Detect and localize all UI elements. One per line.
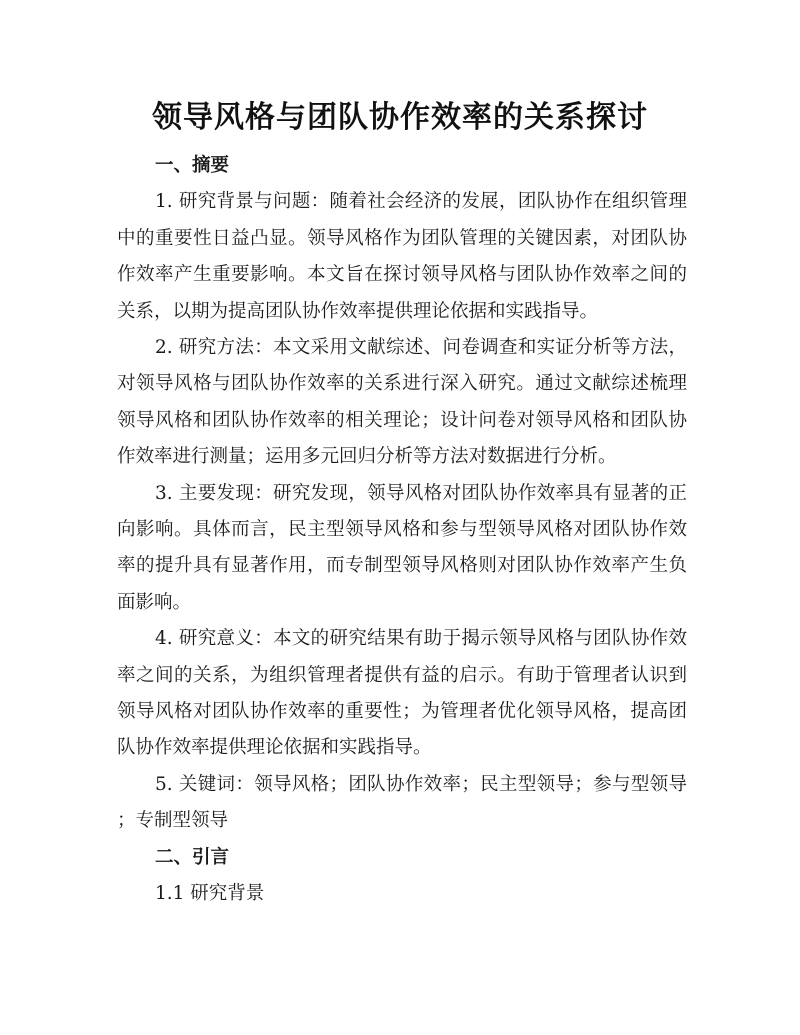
subsection-heading-background: 1.1 研究背景: [155, 883, 265, 905]
section-heading-introduction: 二、引言: [155, 846, 230, 868]
abstract-paragraph-4: 4. 研究意义：本文的研究结果有助于揭示领导风格与团队协作效率之间的关系，为组织管理者提供有益的启示。有助于管理者认识到领导风格对团队协作效率的重要性；为管理者优化领导风格，提高团队协作效率提供理论依据和实践指导。: [117, 628, 687, 759]
abstract-paragraph-2: 2. 研究方法：本文采用文献综述、问卷调查和实证分析等方法，对领导风格与团队协作效率的关系进行深入研究。通过文献综述梳理领导风格和团队协作效率的相关理论；设计问卷对领导风格和团队协作效率进行测量；运用多元回归分析等方法对数据进行分析。: [117, 337, 687, 468]
document-body: [117, 148, 687, 912]
abstract-paragraph-keywords: 5. 关键词：领导风格；团队协作效率；民主型领导；参与型领导；专制型领导: [117, 773, 687, 832]
abstract-paragraph-1: 1. 研究背景与问题：随着社会经济的发展，团队协作在组织管理中的重要性日益凸显。领导风格作为团队管理的关键因素，对团队协作效率产生重要影响。本文旨在探讨领导风格与团队协作效率之间的关系，以期为提高团队协作效率提供理论依据和实践指导。: [117, 191, 687, 322]
document-title: 领导风格与团队协作效率的关系探讨: [152, 100, 648, 135]
section-heading-abstract: 一、摘要: [155, 155, 230, 176]
abstract-paragraph-3: 3. 主要发现：研究发现，领导风格对团队协作效率具有显著的正向影响。具体而言，民主型领导风格和参与型领导风格对团队协作效率的提升具有显著作用，而专制型领导风格则对团队协作效率产生负面影响。: [117, 482, 687, 613]
